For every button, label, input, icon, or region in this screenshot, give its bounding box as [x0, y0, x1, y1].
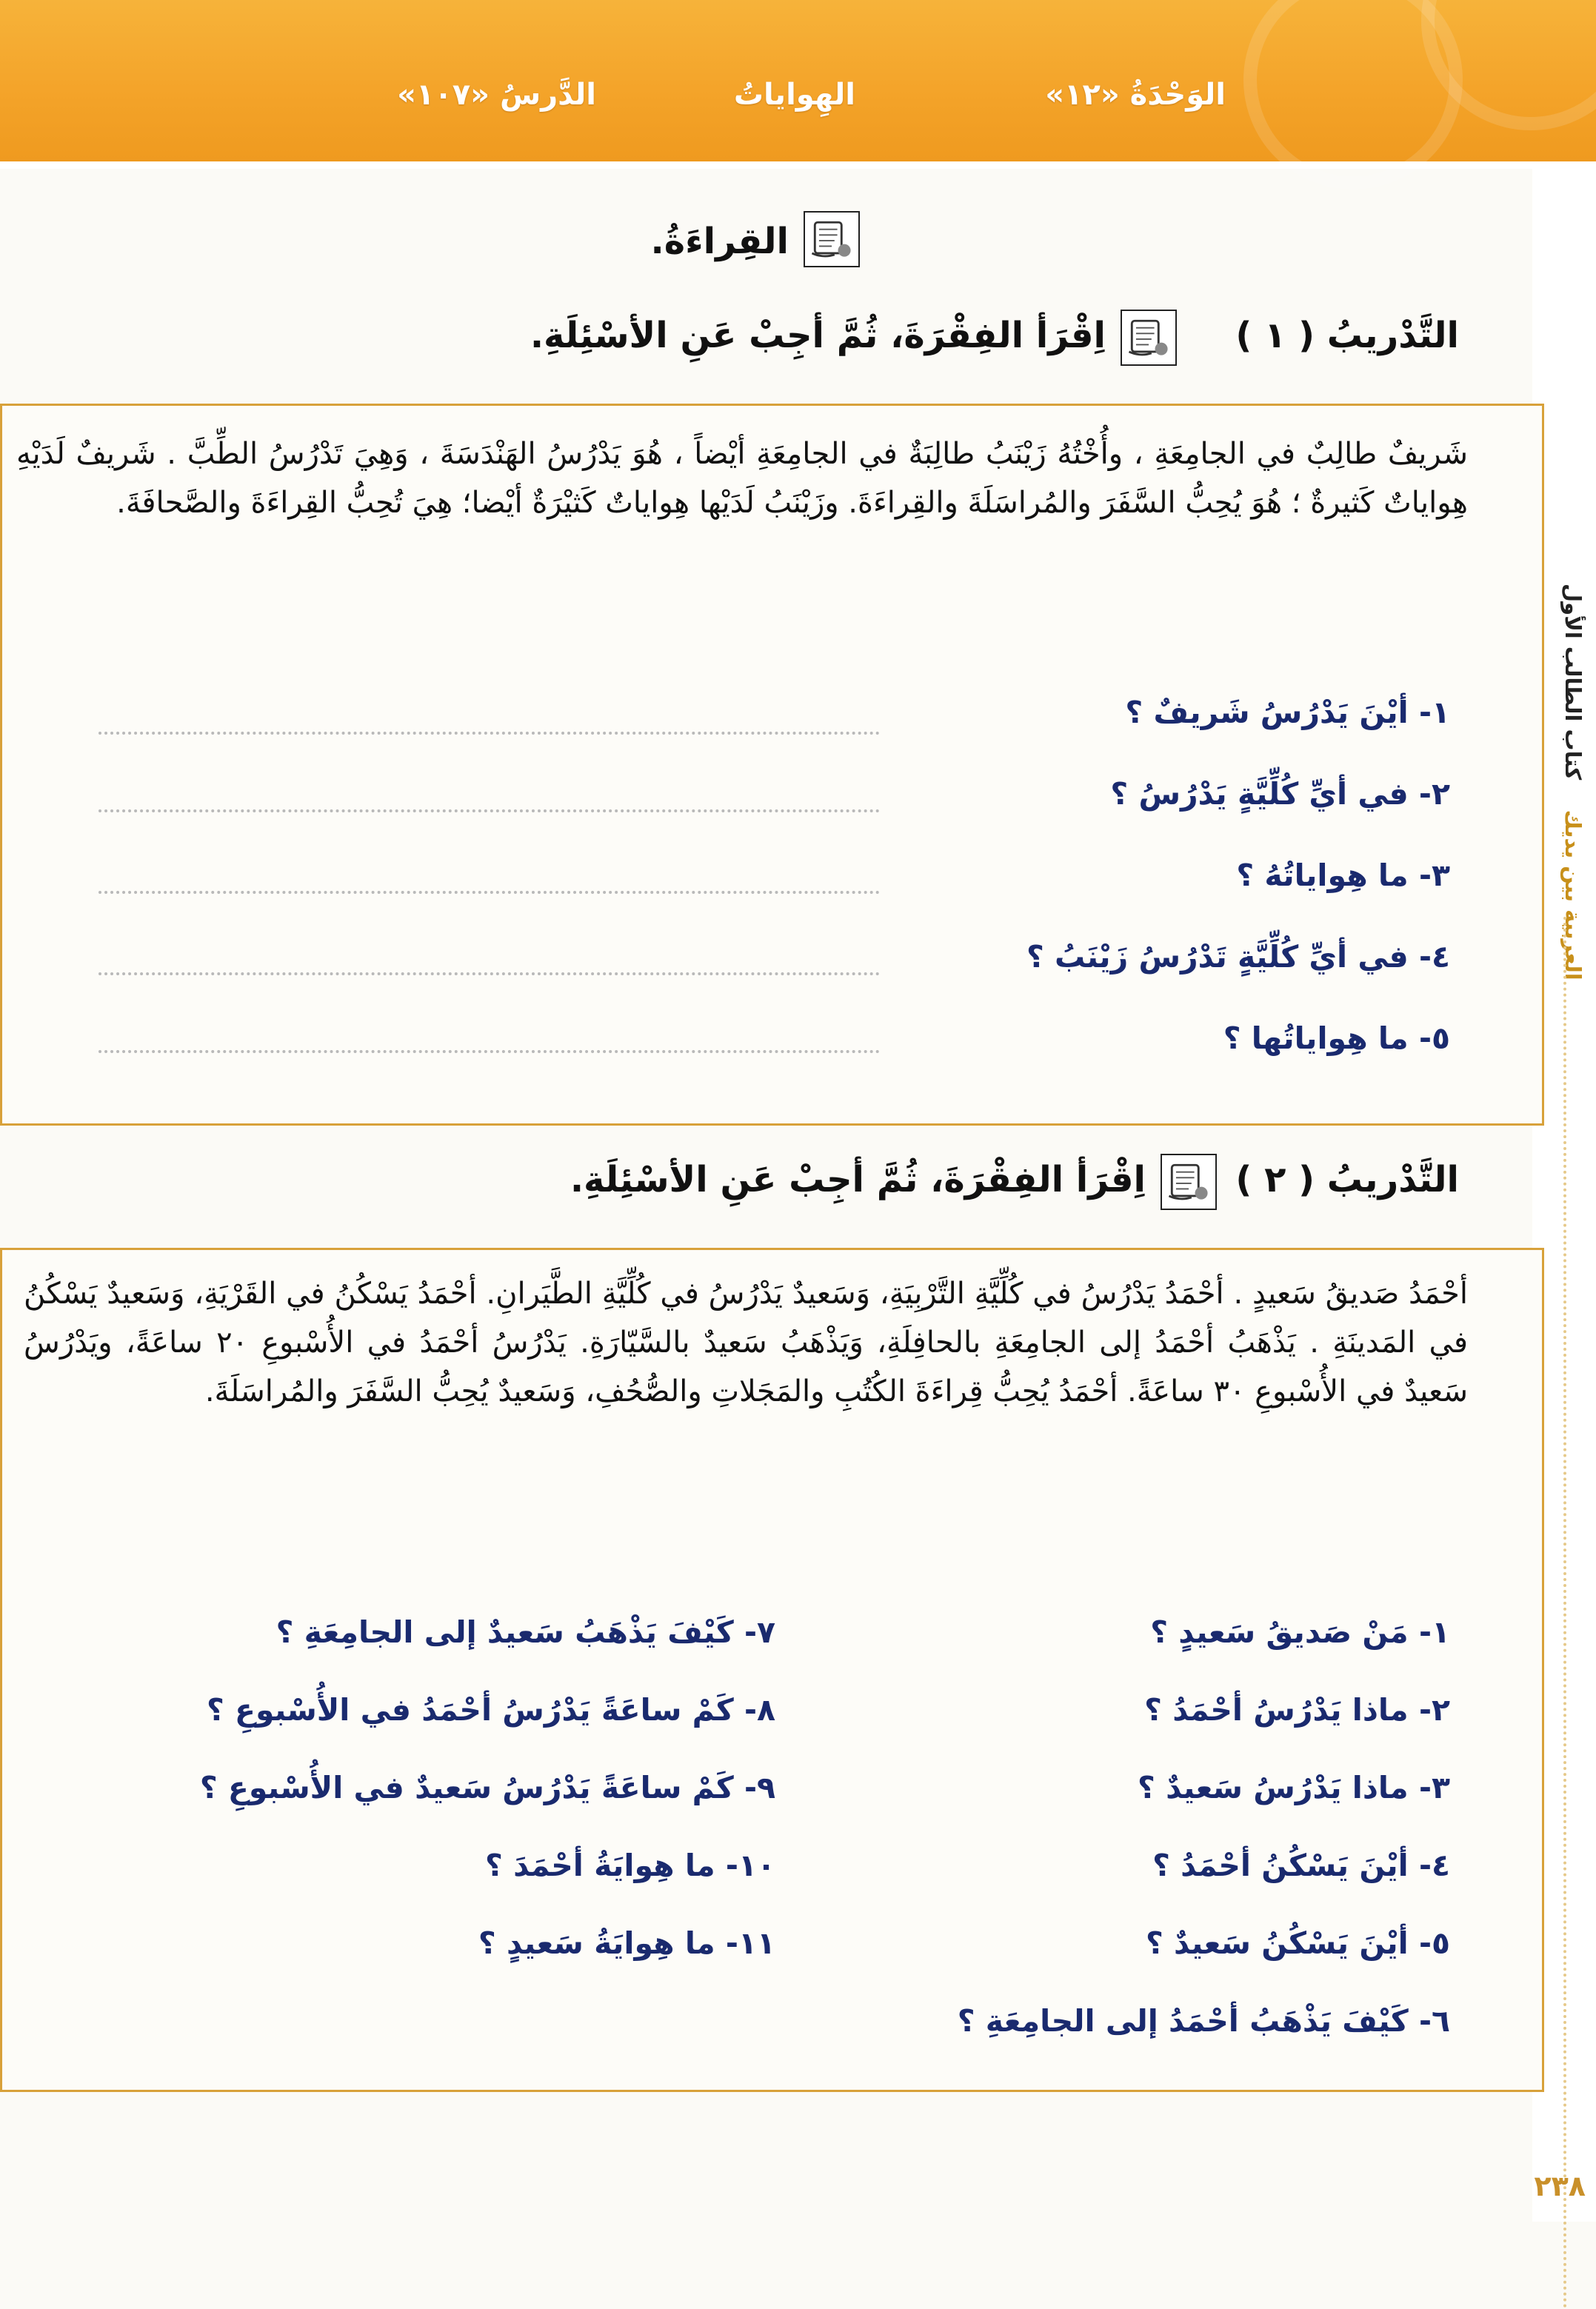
reading-scroll-icon: [1161, 1154, 1217, 1210]
exercise2-question: ٥- أيْنَ يَسْكُنُ سَعيدٌ ؟: [1145, 1925, 1450, 1961]
exercise1-paragraph: شَريفٌ طالِبٌ في الجامِعَةِ ، وأُخْتُهُ زَيْنَبُ طالِبَةٌ في الجامِعَةِ أيْضاً ، هُوَ يَدْرُسُ الهَنْدَسَةَ ، وَهِيَ تَدْرُسُ الطِّبَّ . شَريفٌ لَدَيْهِ هِواياتٌ كَثيرةٌ ؛ هُوَ يُحِبُّ السَّفَرَ والمُراسَلَةَ والقِراءَةَ. وزَيْنَبُ لَدَيْها هِواياتٌ كَثيْرَةٌ أيْضا؛ هِيَ تُحِبُّ القِراءَةَ والصَّحافَةَ.: [16, 437, 1468, 520]
exercise1-question: ٢- في أيِّ كُلِّيَّةٍ يَدْرُسُ ؟: [1110, 776, 1450, 812]
answer-line[interactable]: [99, 891, 880, 894]
page-header: [0, 0, 1596, 169]
exercise2-paragraph: أحْمَدُ صَديقُ سَعيدٍ . أحْمَدُ يَدْرُسُ في كُلِّيَّةِ التَّرْبِيَةِ، وَسَعيدٌ يَدْرُسُ في كُلِّيَّةِ الطَّيَرانِ. أحْمَدُ يَسْكُنُ في القَرْيَةِ، وَسَعيدٌ يَسْكُنُ في المَدينَةِ . يَذْهَبُ أحْمَدُ إلى الجامِعَةِ بالحافِلَةِ، وَيَذْهَبُ سَعيدٌ بالسَّيّارَةِ. يَدْرُسُ أحْمَدُ في الأُسْبوعِ ٢٠ ساعَةً، ويَدْرُسُ سَعيدٌ في الأُسْبوعِ ٣٠ ساعَةً. أحْمَدُ يُحِبُّ قِراءَةَ الكُتُبِ والمَجَلاتِ والصُّحُفِ، وَسَعيدٌ يُحِبُّ السَّفَرَ والمُراسَلَةَ.: [24, 1277, 1468, 1409]
exercise2-question: ٣- ماذا يَدْرُسُ سَعيدٌ ؟: [1138, 1770, 1450, 1805]
book-title: كتاب الطالب الأول: [1560, 584, 1586, 781]
exercise2-title: التَّدْريبُ ( ٢ ): [1235, 1159, 1459, 1200]
exercise1-box: [0, 404, 1544, 1126]
exercise2-question: ١٠- ما هِوايَةُ أحْمَدَ ؟: [485, 1848, 775, 1883]
exercise2-question: ٧- كَيْفَ يَذْهَبُ سَعيدٌ إلى الجامِعَةِ ؟: [276, 1614, 775, 1650]
exercise1-question: ٣- ما هِواياتُهُ ؟: [1236, 858, 1450, 893]
header-topic: الهِواياتُ: [733, 78, 855, 112]
exercise1-question: ٥- ما هِواياتُها ؟: [1223, 1020, 1450, 1056]
exercise1-question: ١- أيْنَ يَدْرُسُ شَريفٌ ؟: [1125, 695, 1450, 730]
exercise2-instruction: اِقْرَأ الفِقْرَةَ، ثُمَّ أجِبْ عَنِ الأسْئِلَةِ.: [570, 1159, 1146, 1200]
exercise1-question: ٤- في أيِّ كُلِّيَّةٍ تَدْرُسُ زَيْنَبُ ؟: [1026, 939, 1450, 975]
answer-line[interactable]: [99, 732, 880, 735]
reading-scroll-icon: [804, 211, 860, 267]
exercise2-question: ١- مَنْ صَديقُ سَعيدٍ ؟: [1150, 1614, 1450, 1650]
exercise2-question: ٢- ماذا يَدْرُسُ أحْمَدُ ؟: [1144, 1692, 1450, 1728]
exercise2-box: [0, 1248, 1544, 2092]
exercise2-question: ٨- كَمْ ساعَةً يَدْرُسُ أحْمَدُ في الأُسْبوعِ ؟: [206, 1692, 775, 1728]
series-title: العربية بين يديك: [1560, 809, 1586, 980]
answer-line[interactable]: [99, 1050, 880, 1053]
exercise1-title: التَّدْريبُ ( ١ ): [1235, 315, 1459, 356]
exercise1-instruction: اِقْرَأ الفِقْرَةَ، ثُمَّ أجِبْ عَنِ الأسْئِلَةِ.: [530, 315, 1106, 356]
reading-scroll-icon: [1121, 310, 1177, 366]
exercise2-question: ٤- أيْنَ يَسْكُنُ أحْمَدُ ؟: [1152, 1848, 1450, 1883]
side-dotted-line: [1563, 917, 1566, 2309]
section-title: القِراءَةُ.: [650, 221, 789, 262]
answer-line[interactable]: [99, 809, 880, 812]
exercise2-question: ٦- كَيْفَ يَذْهَبُ أحْمَدُ إلى الجامِعَةِ ؟: [957, 2003, 1450, 2039]
answer-line[interactable]: [99, 972, 880, 975]
header-lesson: الدَّرسُ «١٠٧»: [397, 78, 596, 112]
exercise2-question: ١١- ما هِوايَةُ سَعيدٍ ؟: [478, 1925, 775, 1961]
exercise2-question: ٩- كَمْ ساعَةً يَدْرُسُ سَعيدٌ في الأُسْبوعِ ؟: [199, 1770, 775, 1805]
header-unit: الوَحْدَةُ «١٢»: [1045, 78, 1226, 112]
page-number: ٢٣٨: [1534, 2170, 1586, 2202]
